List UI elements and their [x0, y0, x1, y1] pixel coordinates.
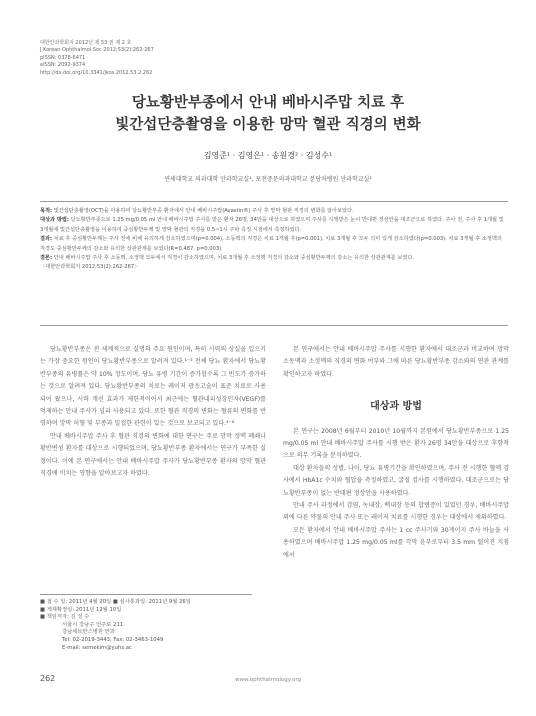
- title-line-2: 빛간섭단층촬영을 이용한 망막 혈관 직경의 변화: [115, 117, 421, 133]
- footnote: [40, 594, 252, 652]
- abstract-conclusion: [40, 254, 508, 263]
- intro-paragraph-2: 안내 베바시주맙 주사 후 혈관 직경의 변화에 대한 연구는 주로 망막 정맥 폐쇄나 황반변성 환자를 대상으로 시행되었으며, 당뇨황반부종 환자에서는 연구가 부족한 실정이다. 이에 본 연구에서는 안내 베바시주맙 주사가 당뇨황반부종 환자의 망막 혈관 직경에 미치는 영향을 알아보고자 하였다.: [40, 432, 266, 478]
- intro-paragraph-1: 당뇨황반부종은 전 세계적으로 실명의 주요 원인이며, 특히 시력의 상실을 일으키는 가장 중요한 원인이 당뇨황반부종으로 알려져 있다.¹⁻³ 전체 당뇨 환자에서 당뇨황반부종의 유병률은 약 10% 정도이며, 당뇨 유병 기간이 증가할수록 그 빈도가 증가하는 것으로 알려져 있다. 당뇨황반부종의 치료는 레이저 광응고술이 표준 치료로 사용되어 왔으나, 시력 개선 효과가 제한적이어서 최근에는 혈관내피성장인자(VEGF)를 억제하는 안내 주사가 널리 사용되고 있다. 또한 혈관 직경의 변화는 혈류의 변화를 반영하며 망막 허혈 및 부종과 밀접한 관련이 있는 것으로 보고되고 있다.⁴⁻⁶: [40, 346, 266, 428]
- article-title: [0, 92, 536, 136]
- abstract: [40, 201, 508, 326]
- methods-paragraph-4: 모든 환자에서 안내 베바시주맙 주사는 1 cc 주사기와 30게이지 주사 바늘을 사용하였으며 베바시주맙 1.25 mg/0.05 ml를 각막 윤부로부터 3.5 mm 떨어진 지점에서: [283, 526, 509, 559]
- methods-paragraph-1: 본 연구는 2008년 6월부터 2010년 10월까지 본원에서 당뇨황반부종으로 1.25 mg/0.05 ml 안내 베바시주맙 주사를 시행 받은 환자 26명 34안을 대상으로 후향적으로 의무 기록을 분석하였다.: [283, 427, 509, 460]
- results-text: 치료 후 중심황반두께는 주사 전에 비해 유의하게 감소하였으며(p=0.004), 소동맥의 직경은 치료 1개월 후(p=0.001), 치료 3개월 후 모두 의미 있게 감소하였다(p=0.003). 치료 3개월 후 소정맥의 직경도 중심황반두께의 감소와 유의한 상관관계를 보였다(R=0.487, p=0.003).: [40, 236, 502, 252]
- affiliations: 연세대학교 의과대학 안과학교실¹, 포천중문의과대학교 분당차병원 안과학교실²: [164, 176, 372, 183]
- phone-fax: Tel: 02-2019-3443, Fax: 02-3463-1049: [62, 636, 164, 643]
- journal-meta: [40, 40, 154, 77]
- eissn: eISSN: 2092-9374: [40, 62, 86, 69]
- purpose-label: 목적:: [40, 208, 53, 214]
- accepted-date: ■ 게재확정일: 2011년 12월 10일: [40, 606, 122, 613]
- journal-en: J Korean Ophthalmol Soc 2012;53(2):262-267: [40, 47, 154, 54]
- corresponding-author: ■ 책임저자: 김 성 수: [40, 614, 90, 621]
- email[interactable]: E-mail: semekim@yuhs.ac: [62, 644, 132, 651]
- page-number: 262: [40, 674, 56, 683]
- website-link[interactable]: www.ophthalmology.org: [235, 677, 301, 683]
- abstract-purpose: [40, 207, 508, 216]
- journal-line: 대한안과학회지 2012년 제 53 권 제 2 호: [40, 40, 132, 46]
- abstract-results: [40, 235, 508, 254]
- methods-text: 당뇨황반부종으로 1.25 mg/0.05 ml 안내 베바시주맙 주사를 받은 환자 26명, 34안을 대상으로 하였으며 주사를 시행받은 눈이 반대편 정상안을 대조군으로 하였다. 주사 전, 주사 후 1개월 및 3개월에 빛간섭단층촬영을 이용하여 중심황반두께 및 망막 혈관의 직경을 0.5~1시 주파 측정 시점에서 측정하였다.: [40, 217, 504, 233]
- conclusion-label: 결론:: [40, 255, 53, 262]
- left-column: [40, 344, 266, 480]
- abstract-citation: 〈대한안과학회지 2012;53(2):262-267〉: [40, 264, 140, 271]
- pissn: pISSN: 0378-6471: [40, 54, 86, 61]
- doi-link[interactable]: http://dx.doi.org/10.3341/jkos.2012.53.2.262: [40, 69, 153, 76]
- right-column: [283, 344, 509, 562]
- purpose-text: 빛간섭단층촬영(OCT)을 이용하여 당뇨황반부종 환자에서 안내 베바시주맙(Avastin®) 주사 후 망막 혈관 직경의 변화를 알아보았다.: [53, 208, 354, 214]
- title-line-1: 당뇨황반부종에서 안내 베바시주맙 치료 후: [131, 95, 405, 111]
- intro-paragraph-3: 본 연구에서는 안내 베바시주맙 주사를 시행한 환자에서 대조군과 비교하여 망막 소동맥과 소정맥의 직경의 변화 여부와 그에 따른 당뇨황반부종 감소와의 연관 관계를 확인하고자 하였다.: [283, 346, 509, 378]
- address-line-2: 강남세브란스병원 안과: [62, 629, 115, 636]
- conclusion-text: 안내 베바시주맙 주사 후 소동맥, 소정맥 모두에서 직경이 감소하였으며, 치료 3개월 후 소정맥 직경의 감소와 중심황반두께의 감소는 유의한 상관관계를 보였다.: [53, 255, 415, 262]
- methods-paragraph-2: 대상 환자들의 성별, 나이, 당뇨 유병기간을 확인하였으며, 주사 전 시행한 혈액 검사에서 HbA1c 수치와 혈압을 측정하였고, 굴절 검사를 시행하였다. 대조군으로는 당뇨황반부종이 없는 반대편 정상안을 사용하였다.: [283, 464, 509, 497]
- methods-paragraph-3: 안내 주사 과정에서 감염, 녹내장, 백내장 등의 합병증이 있었던 경우, 베바시주맙 외에 다른 약물의 안내 주사 또는 레이저 치료를 시행한 경우는 대상에서 제외하였다.: [283, 502, 509, 522]
- section-heading-methods: 대상과 방법: [370, 401, 422, 413]
- received-date: ■ 접 수 일: 2011년 4월 20일 ■ 심사통과일: 2011년 9월 26일: [40, 599, 191, 605]
- methods-label: 대상과 방법:: [40, 217, 69, 224]
- abstract-methods: [40, 216, 508, 235]
- results-label: 결과:: [40, 236, 53, 243]
- address-line-1: 서울시 강남구 언주로 211: [62, 621, 124, 628]
- authors: 김영준¹ · 김영은¹ · 송원경² · 김성수¹: [203, 151, 333, 160]
